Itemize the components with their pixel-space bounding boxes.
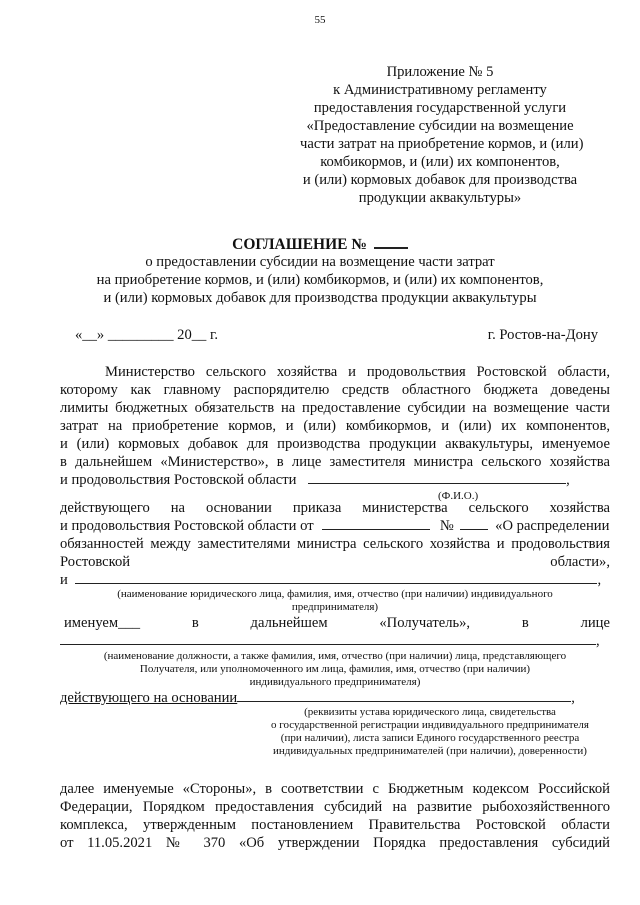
appendix-line: к Административному регламенту [333, 82, 547, 98]
subtitle-line: на приобретение кормов, и (или) комбикормов, и (или) их компонентов, [96, 272, 544, 288]
appendix-line: предоставления государственной услуги [313, 100, 567, 116]
paragraph-line [60, 554, 610, 571]
order-title-text: «О распределении [495, 518, 610, 534]
word: лице [580, 615, 610, 631]
word: хозяйства [549, 500, 610, 516]
position-blank[interactable] [60, 644, 596, 645]
position-hint: индивидуального предпринимателя) [249, 676, 421, 688]
word: сельского [468, 500, 529, 516]
paragraph-line: и (или) кормовых добавок для производства продукции аквакультуры, именуемое [60, 436, 610, 452]
position-hint: Получателя, или уполномоченного им лица, фамилия, имя, отчество (при наличии) [139, 663, 531, 675]
paragraph-line: Министерство сельского хозяйства и продовольствия Ростовской области, [105, 364, 610, 380]
basis-hint: индивидуальных предпринимателей (при наличии), доверенности) [273, 745, 587, 757]
paragraph-line-text: и продовольствия Ростовской области [60, 472, 297, 488]
appendix-line: «Предоставление субсидии на возмещение [306, 118, 574, 134]
named-line [64, 615, 610, 632]
basis-hint: (при наличии), листа записи Единого государственного реестра [280, 732, 580, 744]
appendix-line: продукции аквакультуры» [358, 190, 522, 206]
order-line [60, 518, 610, 535]
paragraph-line: которому как главному распорядителю средств областного бюджета доведены [60, 382, 610, 398]
number-sign: № [439, 518, 454, 534]
subtitle-line: и (или) кормовых добавок для производства продукции аквакультуры [103, 290, 537, 306]
paragraph-line: комплекса, утвержденным постановлением Правительства Ростовской области [60, 817, 610, 833]
recipient-name-blank[interactable] [75, 583, 597, 584]
recipient-hint: (наименование юридического лица, фамилия, имя, отчество (при наличии) индивидуального [117, 588, 553, 600]
subtitle-line: о предоставлении субсидии на возмещение части затрат [145, 254, 495, 270]
recipient-hint: предпринимателя) [291, 601, 379, 613]
title-number-blank [374, 247, 408, 249]
basis-hint: о государственной регистрации индивидуального предпринимателя [271, 719, 589, 731]
word: области», [550, 554, 610, 570]
basis-label: действующего на основании [60, 690, 238, 706]
paragraph-line: в дальнейшем «Министерство», в лице заместителя министра сельского хозяйства [60, 454, 610, 470]
title-text: СОГЛАШЕНИЕ № [232, 236, 367, 253]
word: Ростовской [60, 554, 131, 570]
appendix-line: и (или) кормовых добавок для производства [302, 172, 578, 188]
word: именуем___ [64, 615, 141, 631]
appendix-line: комбикормов, и (или) их компонентов, [320, 154, 560, 170]
fio-hint: (Ф.И.О.) [438, 490, 479, 502]
paragraph-line: далее именуемые «Стороны», в соответствии с Бюджетным кодексом Российской [60, 781, 610, 797]
word: основании [206, 500, 272, 516]
paragraph-line: и продовольствия Ростовской области , [60, 472, 570, 488]
paragraph-line: от 11.05.2021 № 370 «Об утверждении Порядка предоставления субсидий [60, 835, 610, 851]
paragraph-line: затрат на приобретение кормов, и (или) комбикормов, и (или) их компонентов, [60, 418, 610, 434]
order-number-blank[interactable] [460, 529, 488, 530]
word: министерства [362, 500, 448, 516]
order-date-blank[interactable] [322, 529, 430, 530]
basis-hint: (реквизиты устава юридического лица, свидетельства [304, 706, 556, 718]
paragraph-line: лимиты бюджетных обязательств на предоставление субсидии на возмещение части [60, 400, 610, 416]
acting-line [60, 500, 610, 517]
page-number: 55 [314, 14, 326, 26]
fio-blank[interactable] [308, 483, 566, 484]
recipient-line: и , [60, 572, 602, 588]
word: в [521, 615, 529, 631]
word: в [191, 615, 199, 631]
word: «Получатель», [379, 615, 471, 631]
order-text: и продовольствия Ростовской области от [60, 518, 314, 534]
paragraph-line: Федерации, Порядком предоставления субсидий на развитие рыбохозяйственного [60, 799, 610, 815]
appendix-line: части затрат на приобретение кормов, и (или) [300, 136, 584, 152]
page-title [0, 236, 640, 254]
word: на [170, 500, 186, 516]
word: действующего [60, 500, 150, 516]
appendix-line: Приложение № 5 [386, 64, 494, 80]
basis-blank[interactable] [237, 701, 571, 702]
and-word: и [60, 572, 68, 588]
position-hint: (наименование должности, а также фамилия, имя, отчество (при наличии) лица, представляющего [103, 650, 567, 662]
word: приказа [292, 500, 342, 516]
paragraph-line: обязанностей между заместителями министра сельского хозяйства и продовольствия [60, 536, 610, 552]
basis-line: действующего на основании , [60, 690, 575, 706]
city-field: г. Ростов-на-Дону [487, 327, 598, 343]
word: дальнейшем [250, 615, 328, 631]
date-field: «__» _________ 20__ г. [75, 327, 218, 343]
position-line: , [60, 633, 600, 650]
